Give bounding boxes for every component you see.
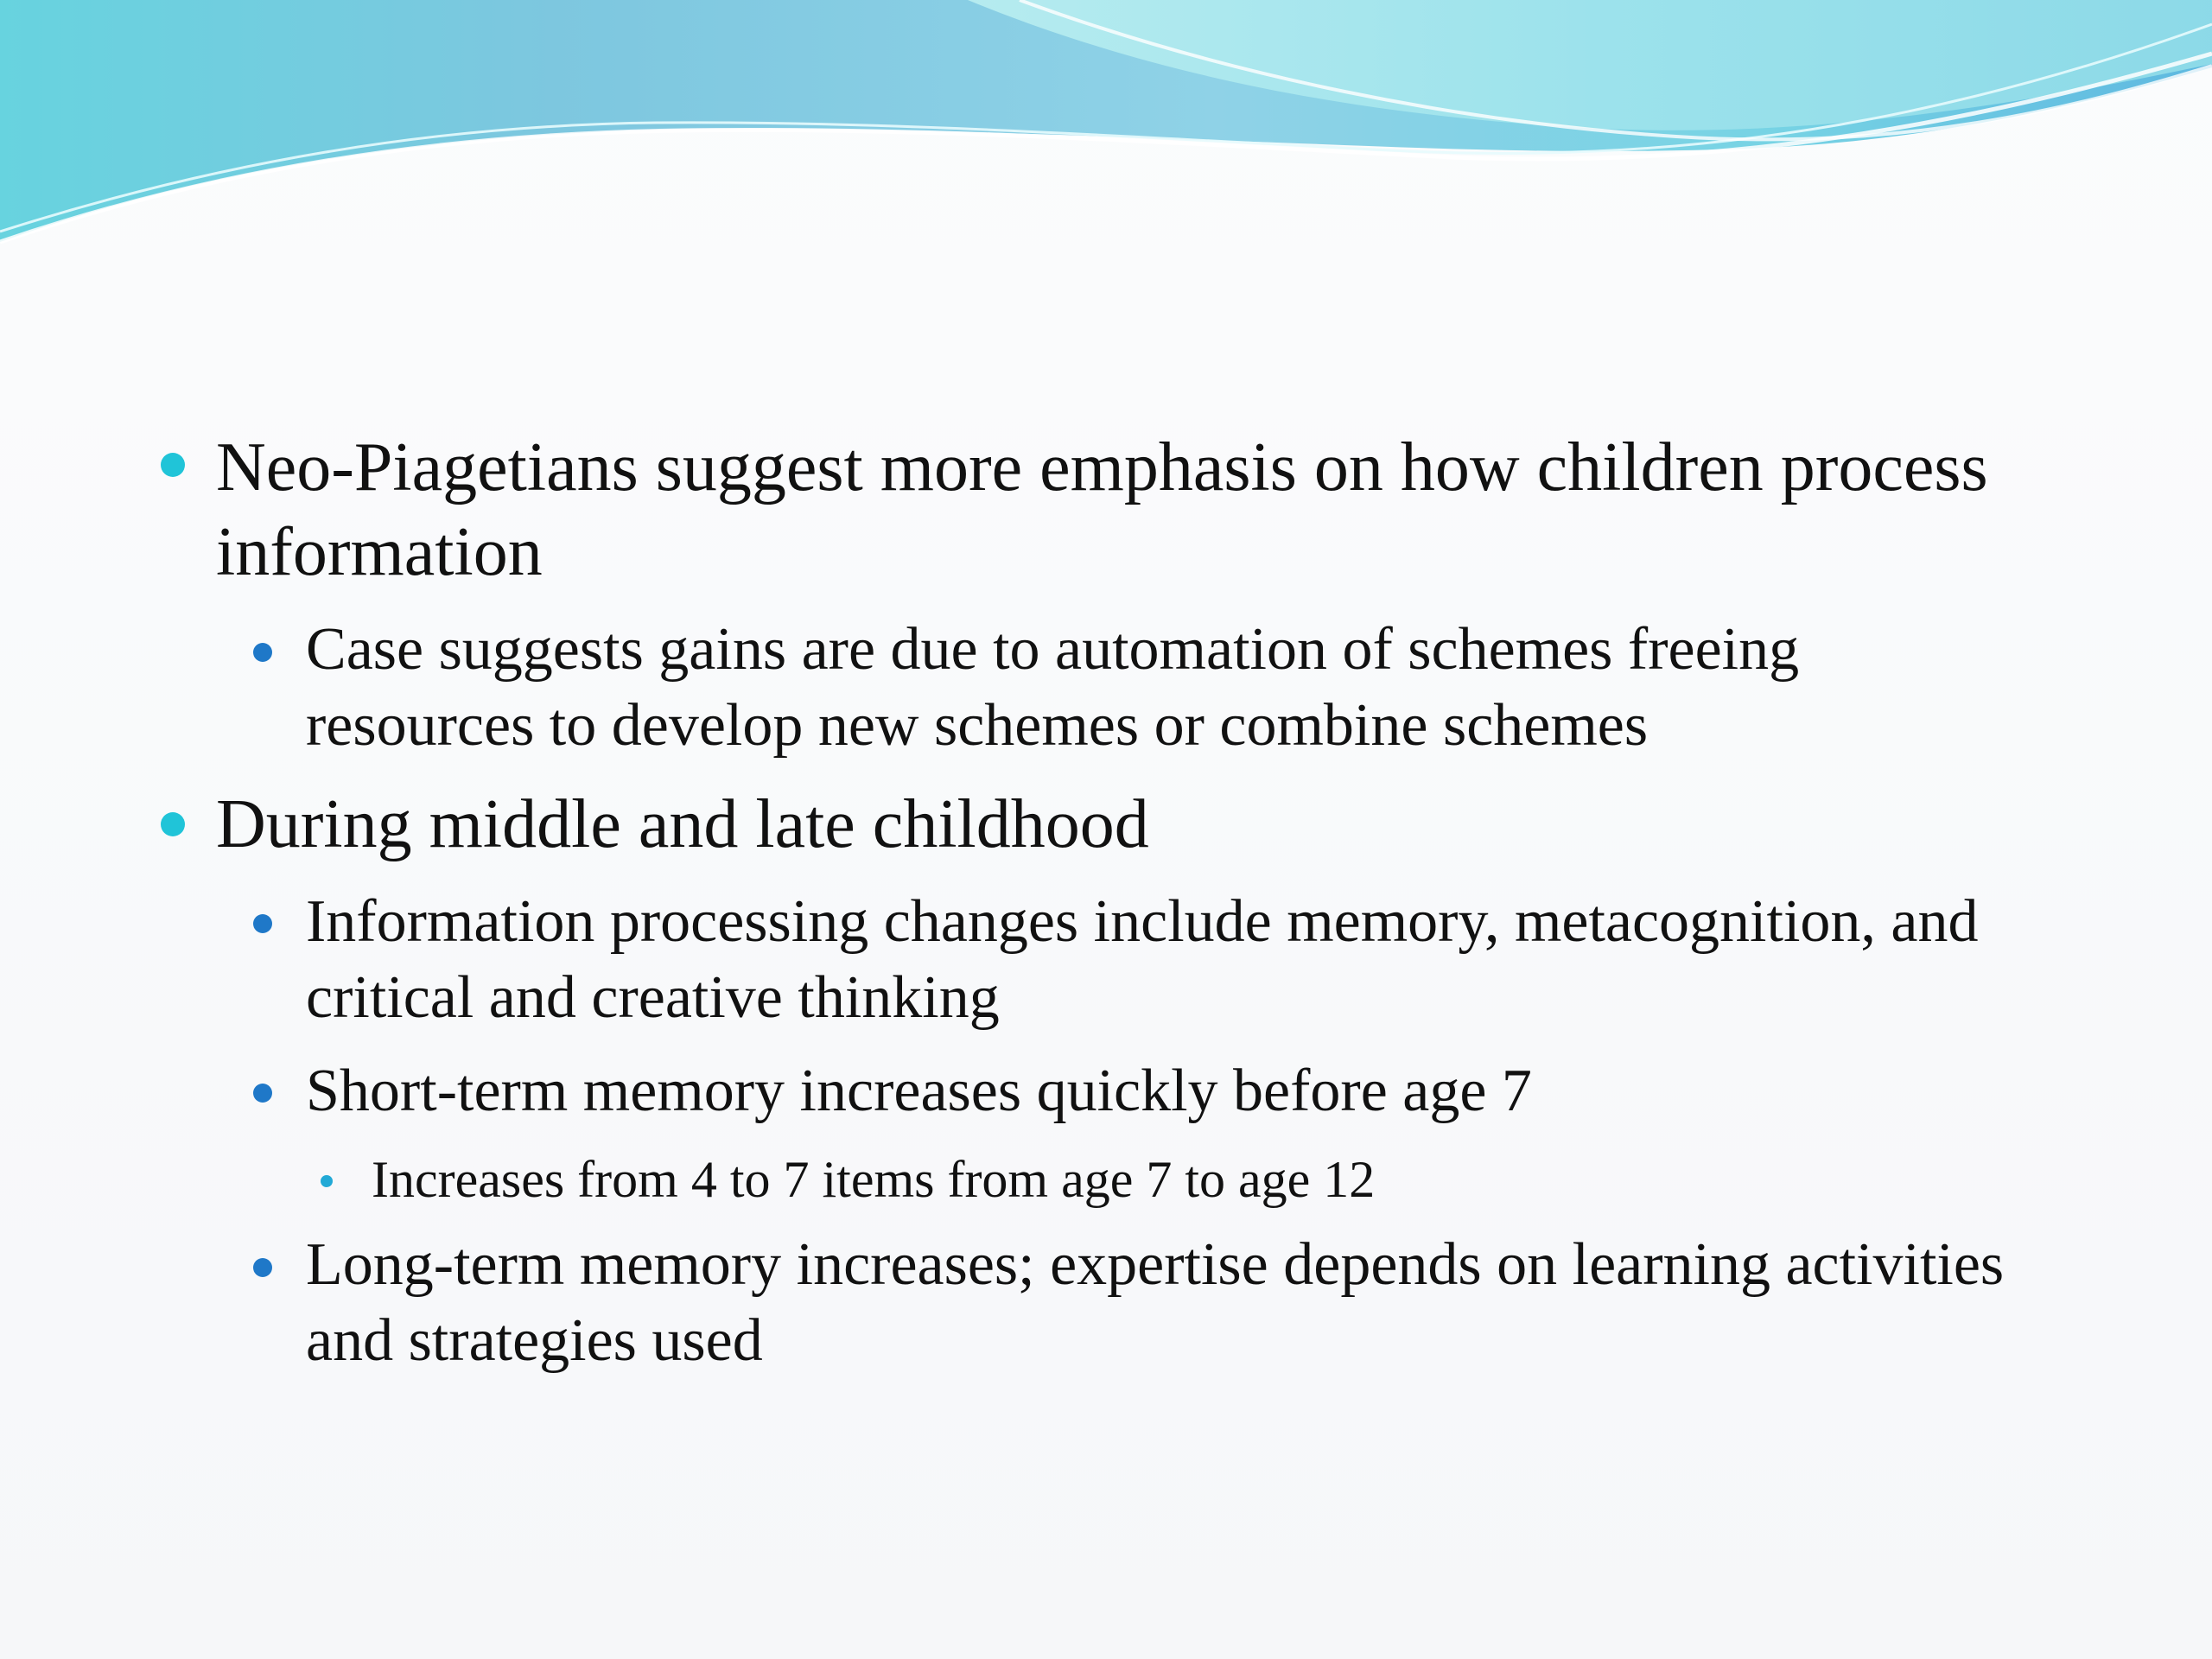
bullet-middle-late-childhood: During middle and late childhood [216,786,1149,862]
bullet-information-processing-changes: Information processing changes include memory, metacognition, and critical and creative thinking [306,888,1979,1031]
bullet-short-term-memory-detail: Increases from 4 to 7 items from age 7 to age 12 [372,1151,1376,1208]
level-2-bullet-marker [253,1258,272,1277]
level-2-bullet-marker [253,914,272,933]
level-1-bullet-marker [161,812,185,836]
bullet-short-term-memory: Short-term memory increases quickly before age 7 [306,1058,1532,1124]
level-1-bullet-marker [161,453,185,477]
bullet-case-automation: Case suggests gains are due to automation of schemes freeing resources to develop new schemes or combine schemes [306,616,1800,759]
level-2-bullet-marker [253,1084,272,1103]
bullet-neo-piagetians: Neo-Piagetians suggest more emphasis on how children process information [216,429,1988,590]
level-3-bullet-marker [321,1175,333,1187]
level-2-bullet-marker [253,643,272,662]
bullet-long-term-memory: Long-term memory increases; expertise depends on learning activities and strategies used [306,1231,2005,1374]
